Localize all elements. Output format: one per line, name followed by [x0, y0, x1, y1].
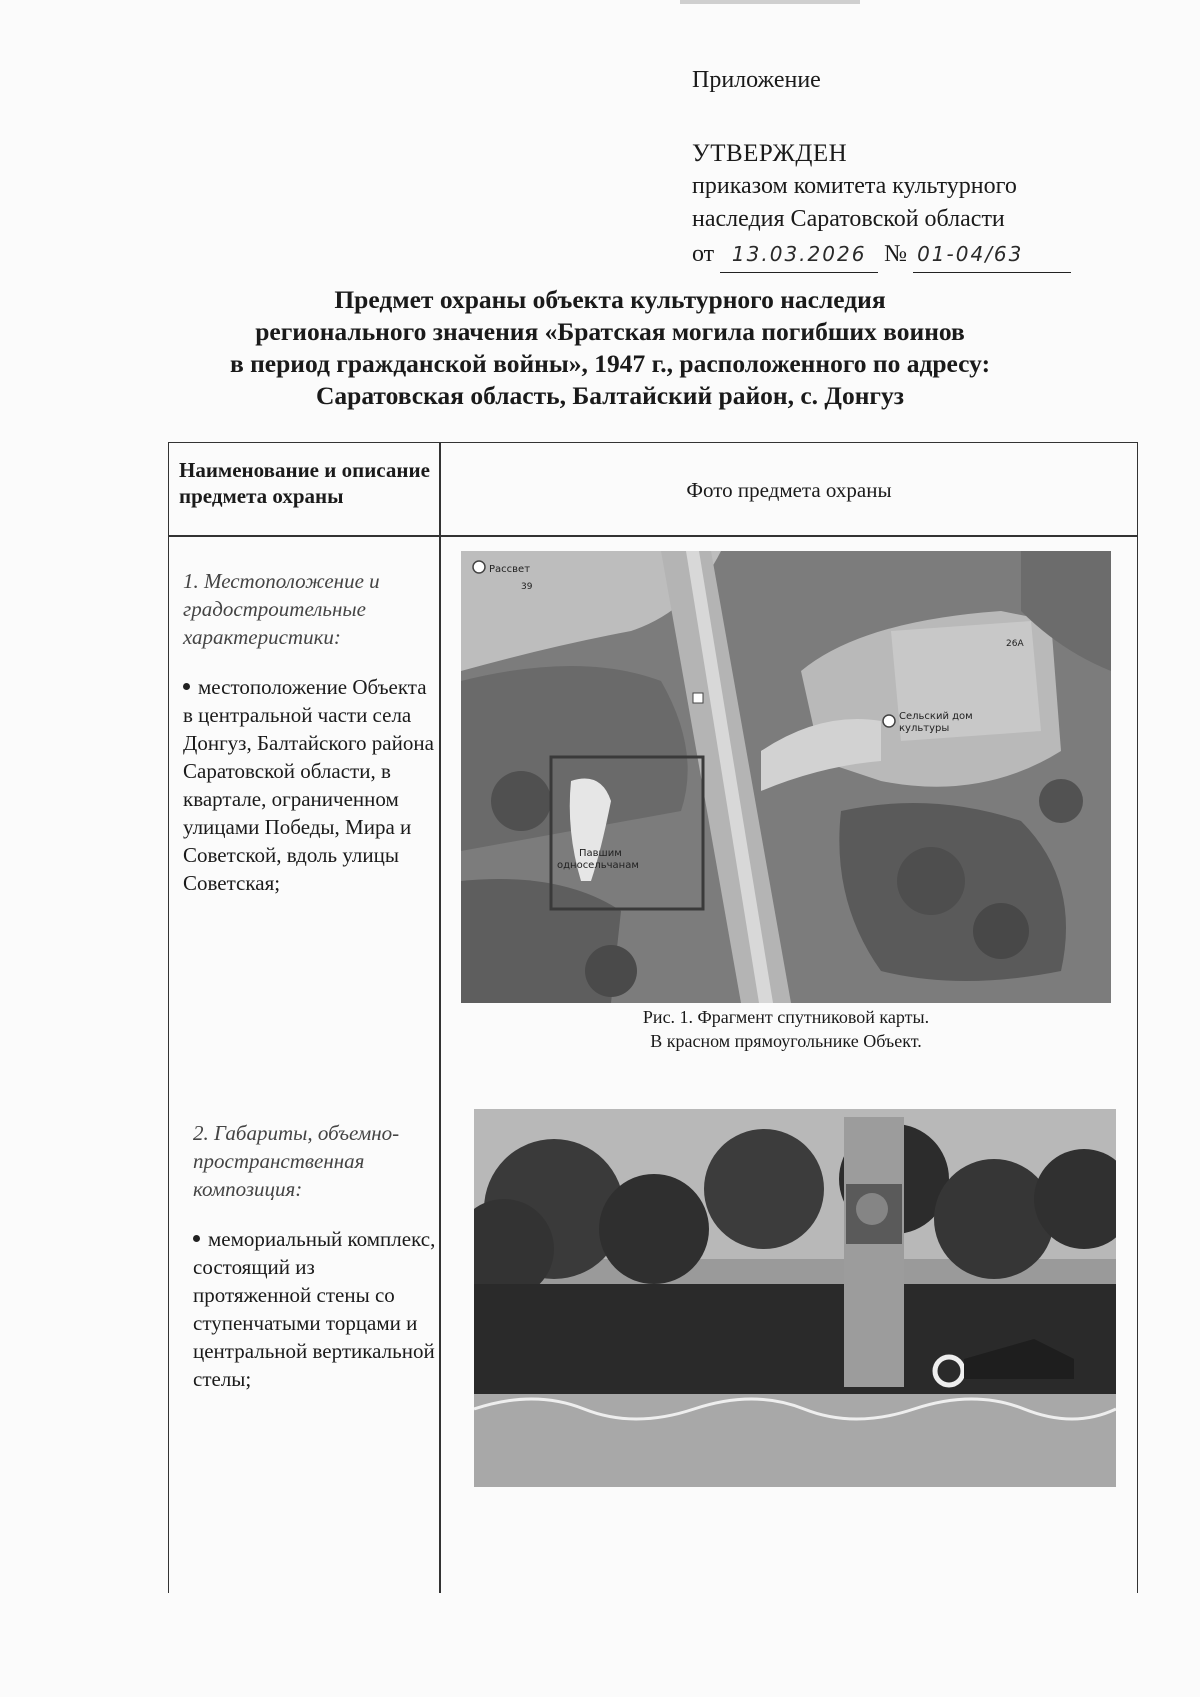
section-location	[183, 567, 435, 897]
map-label-poi2-line1: Сельский дом	[899, 711, 973, 722]
section-heading: 1. Местоположение и градостроительные характеристики:	[183, 569, 380, 649]
bullet-text: местоположение Объекта в центральной части села Донгуз, Балтайского района Саратовской области, в квартале, ограниченном улицами Победы, Мира и Советской, вдоль улицы Советская;	[183, 675, 434, 895]
approved-label: УТВЕРЖДЕН	[692, 140, 848, 167]
number-prefix: №	[884, 241, 908, 267]
table-column-divider	[439, 443, 441, 1593]
map-caption	[461, 1005, 1111, 1053]
map-label-house2: 26А	[1006, 639, 1024, 649]
section-bullet	[183, 673, 435, 897]
title-line-1: Предмет охраны объекта культурного наследия	[334, 285, 886, 314]
handwritten-number: 01-04/63	[913, 236, 1071, 273]
map-label-poi3-line2: односельчанам	[557, 860, 639, 871]
memorial-photo	[474, 1109, 1116, 1487]
caption-line-2: В красном прямоугольнике Объект.	[650, 1031, 922, 1051]
approval-date-line	[692, 236, 1132, 273]
header-name-description: Наименование и описание предмета охраны	[179, 458, 430, 508]
caption-line-1: Рис. 1. Фрагмент спутниковой карты.	[642, 1007, 930, 1027]
bullet-icon	[193, 1235, 200, 1242]
satellite-map	[461, 551, 1111, 1003]
title-line-4: Саратовская область, Балтайский район, с. Донгуз	[315, 381, 904, 410]
map-label-poi2-line2: культуры	[899, 723, 950, 734]
bullet-text: мемориальный комплекс, состоящий из протяженной стены со ступенчатыми торцами и центральной вертикальной стелы;	[193, 1227, 436, 1391]
date-prefix: от	[692, 241, 715, 267]
map-label-house1: 39	[521, 582, 533, 592]
document-title	[140, 284, 1080, 412]
title-line-3: в период гражданской войны», 1947 г., расположенного по адресу:	[229, 349, 991, 378]
title-line-2: регионального значения «Братская могила погибших воинов	[255, 317, 965, 346]
section-bullet	[193, 1225, 437, 1393]
bullet-icon	[183, 683, 190, 690]
annex-label: Приложение	[692, 67, 821, 93]
handwritten-date: 13.03.2026	[720, 236, 878, 273]
section-heading: 2. Габариты, объемно-пространственная композиция:	[193, 1121, 400, 1201]
header-photo: Фото предмета охраны	[686, 478, 892, 502]
approval-block	[692, 64, 1132, 273]
scan-mark	[680, 0, 860, 4]
section-dimensions	[193, 1119, 437, 1393]
approval-line-2: наследия Саратовской области	[692, 206, 1005, 232]
protection-table	[168, 442, 1138, 1593]
approval-line-1: приказом комитета культурного	[692, 173, 1017, 199]
map-label-poi1: Рассвет	[489, 564, 531, 575]
map-label-poi3-line1: Павшим	[579, 848, 622, 859]
table-header-divider	[169, 535, 1137, 537]
